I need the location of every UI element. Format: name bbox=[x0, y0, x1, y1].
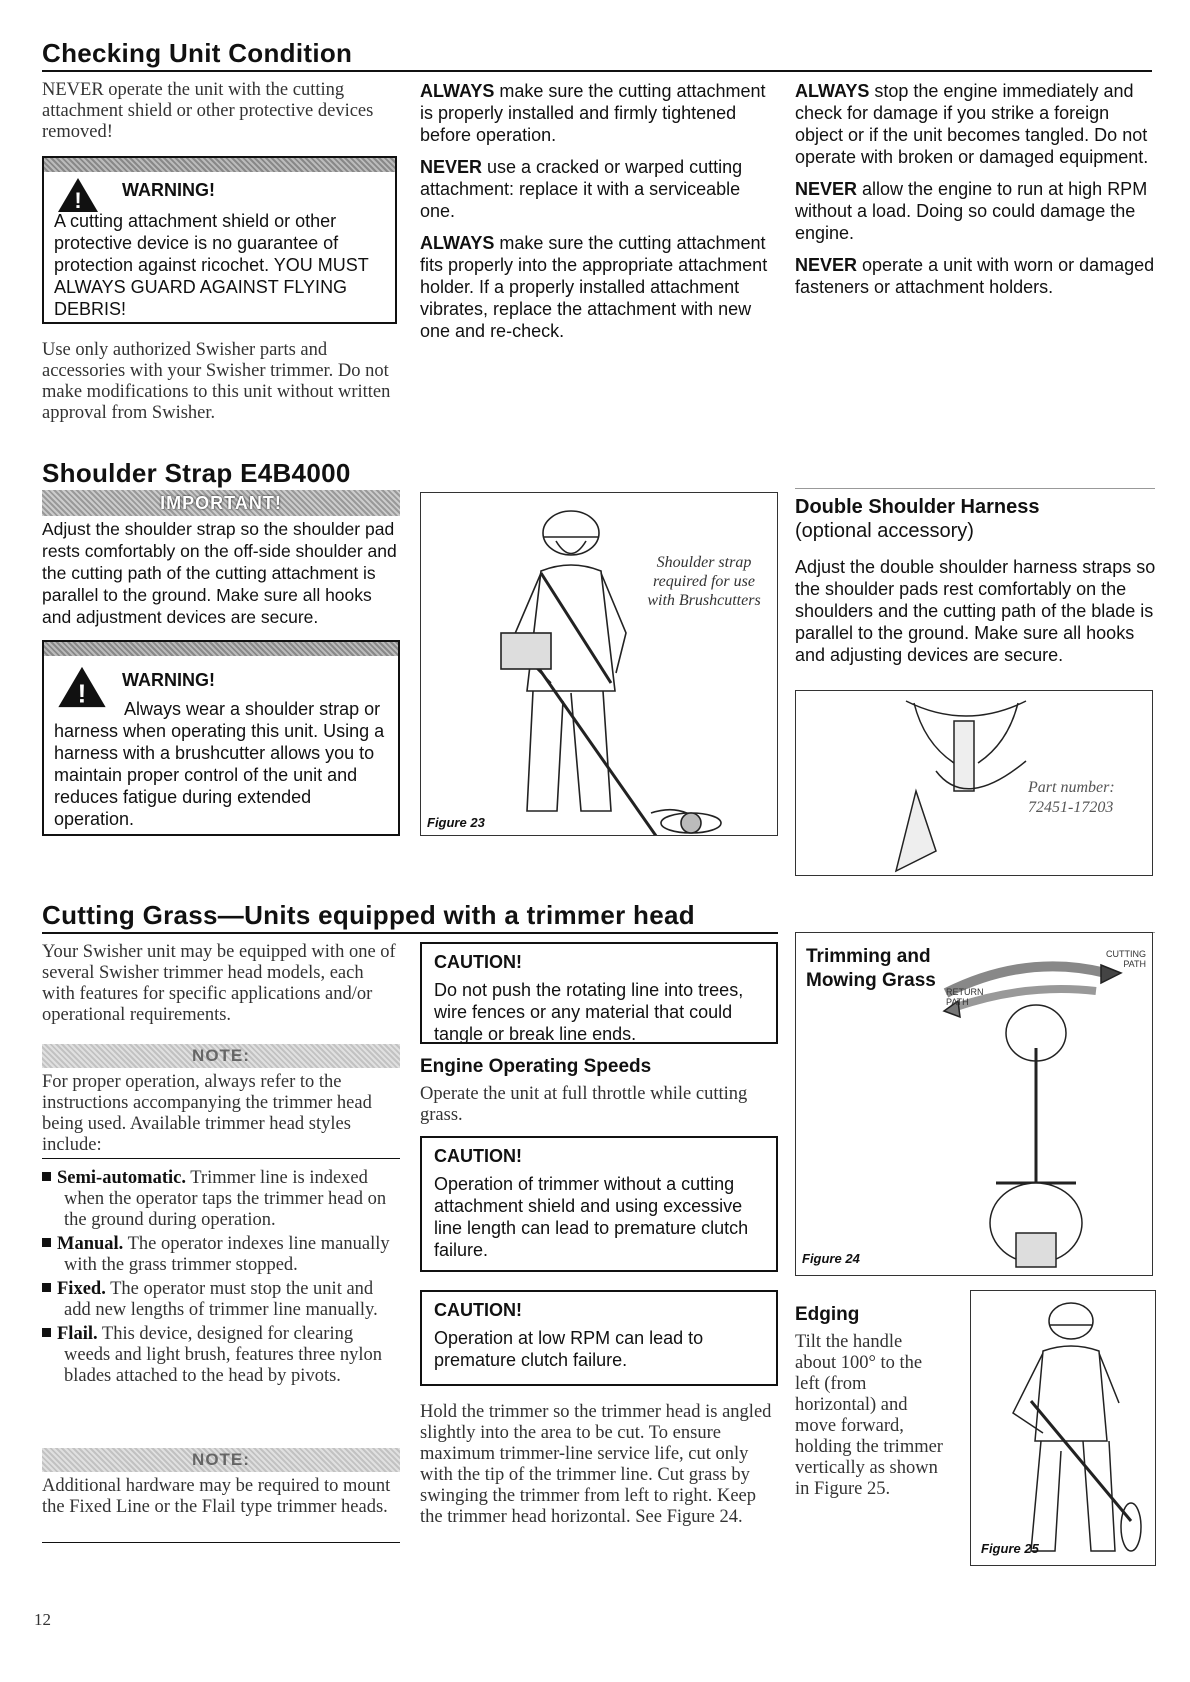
section-title-shoulder-strap: Shoulder Strap E4B4000 bbox=[42, 458, 351, 488]
engine-speeds-text: Operate the unit at full throttle while cutting grass. bbox=[420, 1084, 748, 1125]
warning-hatch-bar bbox=[44, 158, 395, 172]
return-path-label: RETURN PATH bbox=[946, 987, 984, 1007]
style-flail: Flail. This device, designed for clearing weeds and light brush, features three nylon blades attached to the head by pivots. bbox=[42, 1324, 400, 1387]
part-number: 72451-17203 bbox=[1028, 799, 1114, 816]
section-title-cutting-grass: Cutting Grass—Units equipped with a trimmer head bbox=[42, 900, 695, 930]
rule-1: ALWAYS make sure the cutting attachment is properly installed and firmly tightened before operation. bbox=[420, 81, 766, 145]
warning-text: Always wear a shoulder strap or harness when operating this unit. Using a harness with a brushcutter allows you to maintain proper control of the unit and reduces fatigue during extended operation. bbox=[54, 699, 385, 829]
note2-label: NOTE: bbox=[192, 1450, 250, 1469]
important-label: IMPORTANT! bbox=[160, 492, 282, 513]
section-title-checking: Checking Unit Condition bbox=[42, 38, 353, 68]
harness-text: Adjust the double shoulder harness straps so the shoulder pads rest comfortably on the shoulders and the cutting path of the blade is parallel to the ground. Make sure all hooks and adjusting devices are secure. bbox=[795, 557, 1156, 665]
rule-2: NEVER use a cracked or warped cutting attachment: replace it with a serviceable one. bbox=[420, 157, 743, 221]
part-number-label: Part number: bbox=[1028, 779, 1115, 796]
warning-hatch-bar bbox=[44, 642, 398, 656]
note-banner-1 bbox=[42, 1044, 400, 1068]
figure-24-title: Trimming and Mowing Grass bbox=[806, 946, 936, 991]
figure-24 bbox=[795, 932, 1153, 1276]
note-rule bbox=[42, 1158, 400, 1159]
caution-label: CAUTION! bbox=[434, 952, 522, 972]
warning-label: WARNING! bbox=[122, 670, 215, 690]
warning-text: A cutting attachment shield or other protective device is no guarantee of protection against ricochet. YOU MUST ALWAYS GUARD AGAINST FLYING DEBRIS! bbox=[54, 211, 369, 319]
svg-text:!: ! bbox=[77, 678, 87, 709]
trimmer-head-styles bbox=[42, 1168, 400, 1390]
section-rule bbox=[42, 932, 778, 934]
caution-label: CAUTION! bbox=[434, 1146, 522, 1166]
section-rule bbox=[42, 70, 1152, 72]
engine-speeds-title: Engine Operating Speeds bbox=[420, 1056, 652, 1077]
rule-4: ALWAYS stop the engine immediately and check for damage if you strike a foreign object or if the unit becomes tangled. Do not operate with broken or damaged equipment. bbox=[795, 81, 1149, 167]
edging-illustration bbox=[971, 1291, 1155, 1565]
note-label: NOTE: bbox=[192, 1046, 250, 1065]
col2-rules bbox=[420, 80, 775, 342]
trimming-top-view-illustration bbox=[796, 933, 1152, 1275]
harness-rule bbox=[795, 488, 1155, 489]
harness-subtitle: (optional accessory) bbox=[795, 520, 974, 542]
edging-text: Tilt the handle about 100° to the left (from horizontal) and move forward, holding the trimmer vertically as shown in Figure 25. bbox=[795, 1332, 943, 1499]
caution-box-1 bbox=[420, 942, 778, 1044]
warning-box-ricochet bbox=[42, 156, 397, 324]
note-banner-2 bbox=[42, 1448, 400, 1472]
operator-with-brushcutter-illustration bbox=[421, 493, 777, 835]
rule-5: NEVER allow the engine to run at high RPM without a load. Doing so could damage the engine. bbox=[795, 179, 1148, 243]
hold-trimmer-text: Hold the trimmer so the trimmer head is angled slightly into the area to be cut. To ensure maximum trimmer-line service life, cut only with the tip of the trimmer line. Cut grass by swinging the trimmer from left to right. Keep the trimmer head horizontal. See Figure 24. bbox=[420, 1402, 772, 1527]
caution-text: Do not push the rotating line into trees, wire fences or any material that could tangle or break line ends. bbox=[434, 980, 744, 1044]
col3-rules bbox=[795, 80, 1155, 298]
style-semi-automatic: Semi-automatic. Trimmer line is indexed when the operator taps the trimmer head on the ground during operation. bbox=[42, 1168, 400, 1231]
cutting-path-label: CUTTING PATH bbox=[1106, 949, 1146, 969]
figure-25 bbox=[970, 1290, 1156, 1566]
note2-text: Additional hardware may be required to mount the Fixed Line or the Flail type trimmer heads. bbox=[42, 1476, 391, 1517]
important-banner bbox=[42, 490, 400, 516]
figure-25-label: Figure 25 bbox=[981, 1541, 1039, 1556]
authorized-parts-para: Use only authorized Swisher parts and accessories with your Swisher trimmer. Do not make modifications to this unit without written approval from Swisher. bbox=[42, 340, 391, 423]
warning-box-harness bbox=[42, 640, 400, 836]
para-text: operate the unit with the cutting attachment shield or other protective devices removed! bbox=[42, 80, 374, 142]
figure-24-label: Figure 24 bbox=[802, 1251, 860, 1266]
svg-text:!: ! bbox=[74, 188, 82, 213]
note-text: For proper operation, always refer to the instructions accompanying the trimmer head being used. Available trimmer head styles include: bbox=[42, 1072, 372, 1155]
style-fixed: Fixed. The operator must stop the unit and add new lengths of trimmer line manually. bbox=[42, 1279, 400, 1321]
caution-label: CAUTION! bbox=[434, 1300, 522, 1320]
note2-rule bbox=[42, 1542, 400, 1543]
rule-6: NEVER operate a unit with worn or damaged fasteners or attachment holders. bbox=[795, 255, 1155, 297]
caution-box-2 bbox=[420, 1136, 778, 1272]
style-manual: Manual. The operator indexes line manually with the grass trimmer stopped. bbox=[42, 1234, 400, 1276]
harness-title: Double Shoulder Harness bbox=[795, 496, 1040, 518]
harness-figure bbox=[795, 690, 1153, 876]
figure-23-caption: Shoulder strap required for use with Brushcutters bbox=[647, 554, 761, 609]
caution-text: Operation at low RPM can lead to premature clutch failure. bbox=[434, 1328, 704, 1370]
figure-23-label: Figure 23 bbox=[427, 815, 485, 830]
caution-text: Operation of trimmer without a cutting attachment shield and using excessive line length can lead to premature clutch failure. bbox=[434, 1174, 749, 1260]
never-operate-para bbox=[42, 80, 397, 143]
rule-3: ALWAYS make sure the cutting attachment fits properly into the appropriate attachment holder. If a properly installed attachment vibrates, replace the attachment with new one and re-check. bbox=[420, 233, 768, 341]
edging-title: Edging bbox=[795, 1304, 860, 1325]
page-number: 12 bbox=[34, 1610, 51, 1629]
warning-label: WARNING! bbox=[122, 180, 215, 200]
caution-box-3 bbox=[420, 1290, 778, 1386]
kw-never: NEVER bbox=[42, 80, 104, 100]
important-text: Adjust the shoulder strap so the shoulder pad rests comfortably on the off-side shoulder and the cutting path of the cutting attachment is parallel to the ground. Make sure all hooks and adjustment devices are secure. bbox=[42, 519, 397, 627]
cutting-intro: Your Swisher unit may be equipped with one of several Swisher trimmer head models, each with features for specific applications and/or operational requirements. bbox=[42, 942, 396, 1025]
figure-23 bbox=[420, 492, 778, 836]
